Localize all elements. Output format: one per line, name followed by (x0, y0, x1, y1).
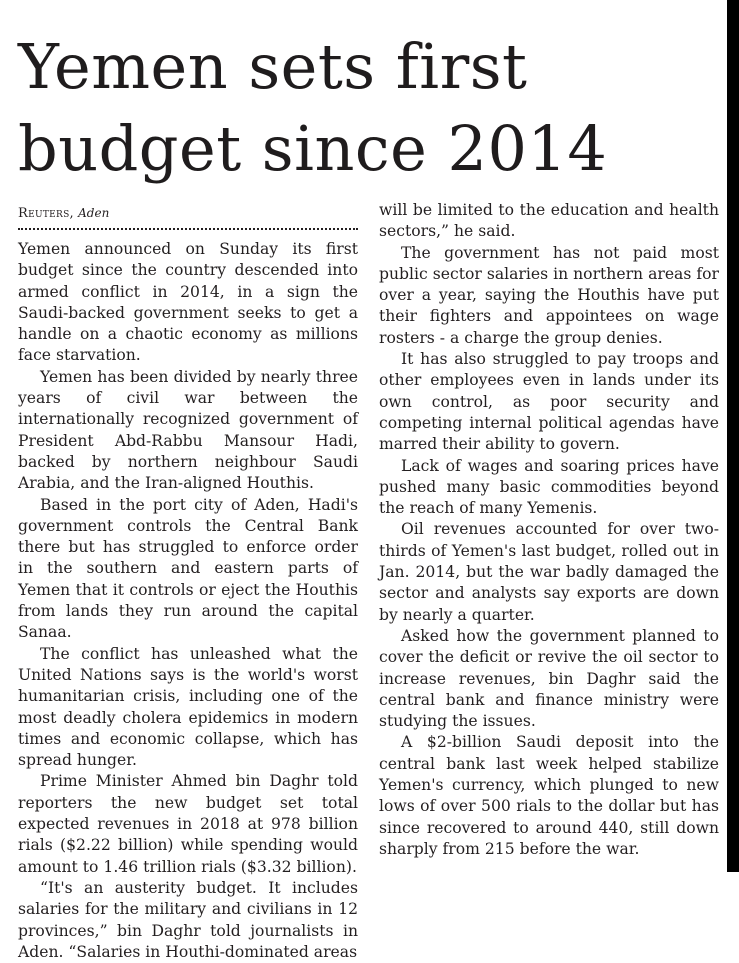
paragraph: “It's an austerity budget. It includes salaries for the military and civilians in 12 provinces,” bin Daghr told journalists in Aden. “Salaries in Houthi-dominated areas (18, 878, 358, 961)
paragraph: Asked how the government planned to cover the deficit or revive the oil sector to increase revenues, bin Daghr said the central bank and finance ministry were studying the issues. (379, 626, 719, 731)
paragraph: Prime Minister Ahmed bin Daghr told reporters the new budget set total expected revenues in 2018 at 978 billion rials ($2.22 billion) while spending would amount to 1.46 trillion rials ($3.32 billion). (18, 772, 358, 876)
byline-dateline: Aden (78, 206, 110, 220)
headline (18, 26, 718, 190)
paragraph: Yemen has been divided by nearly three years of civil war between the internationally recognized government of President Abd-Rabbu Mansour Hadi, backed by northern neighbour Saudi Arabia, and the Iran-aligned Houthis. (18, 367, 358, 493)
paragraph: It has also struggled to pay troops and other employees even in lands under its own control, as poor security and competing internal political agendas have marred their ability to govern. (379, 350, 719, 454)
dotted-divider (18, 228, 358, 235)
page-edge (727, 0, 739, 872)
paragraph: Yemen announced on Sunday its first budget since the country descended into armed conflict in 2014, in a sign the Saudi-backed government seeks to get a handle on a chaotic economy as millions face starvation. (18, 240, 358, 365)
byline-agency: Reuters, (18, 206, 74, 221)
article-column-left (18, 200, 358, 963)
paragraph: The government has not paid most public sector salaries in northern areas for over a year, saying the Houthis have put their fighters and appointees on wage rosters - a charge the group denies. (379, 243, 719, 347)
byline (18, 200, 358, 226)
article-column-right (379, 200, 719, 860)
paragraph-continuation: will be limited to the education and health sectors,” he said. (379, 201, 719, 241)
paragraph: A $2-billion Saudi deposit into the central bank last week helped stabilize Yemen's currency, which plunged to new lows of over 500 rials to the dollar but has since recovered to around 440, still down sharply from 215 before the war. (379, 733, 719, 858)
paragraph: Based in the port city of Aden, Hadi's government controls the Central Bank there but has struggled to enforce order in the southern and eastern parts of Yemen that it controls or eject the Houthis from lands they run around the capital Sanaa. (18, 495, 358, 642)
headline-line-2: budget since 2014 (18, 112, 608, 185)
paragraph: Lack of wages and soaring prices have pushed many basic commodities beyond the reach of many Yemenis. (379, 456, 719, 518)
headline-line-1: Yemen sets first (18, 30, 528, 103)
paragraph: Oil revenues accounted for over two-thirds of Yemen's last budget, rolled out in Jan. 2014, but the war badly damaged the sector and analysts say exports are down by nearly a quarter. (379, 520, 719, 624)
paragraph: The conflict has unleashed what the United Nations says is the world's worst humanitarian crisis, including one of the most deadly cholera epidemics in modern times and economic collapse, which has spread hunger. (18, 644, 358, 770)
